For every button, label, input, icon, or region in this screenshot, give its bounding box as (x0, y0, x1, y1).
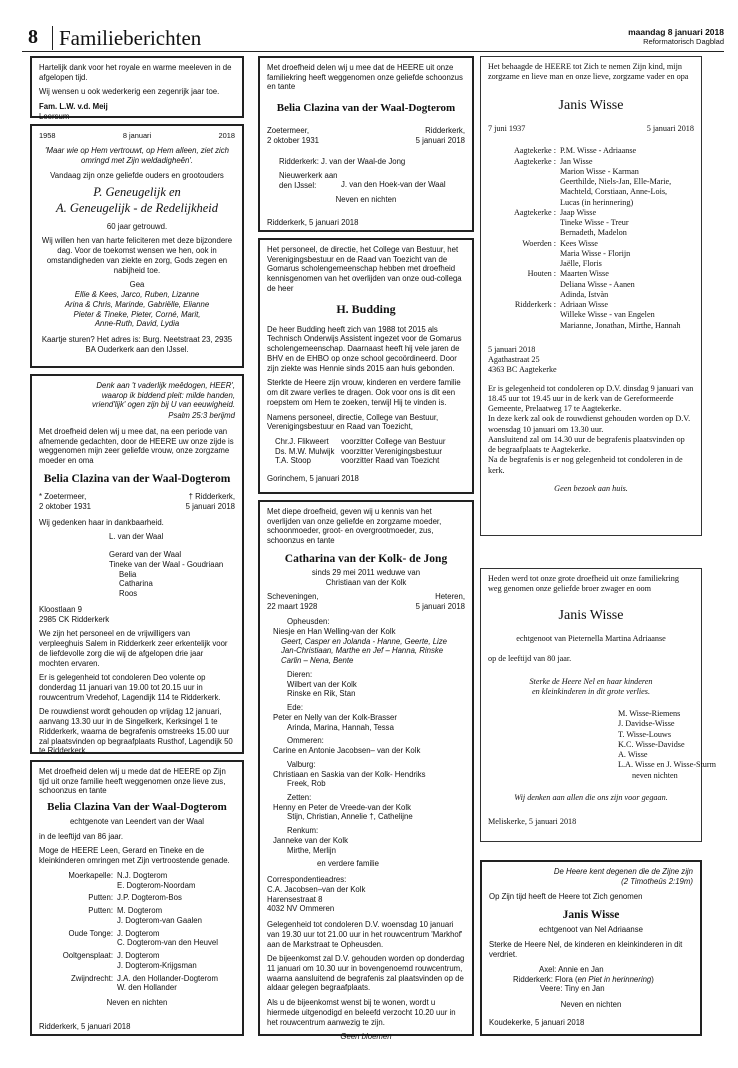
wisse1-family (488, 146, 694, 331)
family-line: Ellie & Kees, Jarco, Ruben, Lizanne (74, 290, 200, 300)
family-group: Aagtekerke : P.M. Wisse - Adriaanse (513, 146, 637, 156)
waal-birth-death (39, 492, 235, 511)
wisse2-wish-1: Sterke de Heere Nel en haar kinderen (529, 676, 653, 686)
wisse3-name: Janis Wisse (562, 909, 620, 922)
wisse2-name: Janis Wisse (558, 607, 624, 623)
family-line: Tineke van der Waal - Goudriaan (109, 559, 224, 569)
wisse2-closing: Wij denken aan allen die ons zijn voor gegaan. (514, 792, 668, 802)
family-line: Gerard van der Waal (109, 550, 182, 560)
wisse3-footer: Koudekerke, 5 januari 2018 (489, 1017, 585, 1027)
waal-p1: We zijn het personeel en de vrijwilligers van verpleeghuis Salem in Ridderkerk zeer erkentelijk voor de liefdevolle zorg die wij de afgelopen drie jaar mochten ervaren. (39, 629, 228, 668)
waal2-intro: Met droefheid delen wij u mede dat de HEERE op Zijn tijd uit onze familie heeft weggenomen onze lieve zus, schoonzus en tante (39, 767, 226, 796)
waal-family (109, 532, 235, 598)
waal-intro: Met droefheid delen wij u mee dat, na een periode van afnemende gedachten, door de HEERE uw onze zijde is weggenomen mijn zeer geliefde vrouw, onze zorgzame moeder en oma (39, 426, 234, 466)
family-group: Zetten: Henny en Peter de Vreede-van der Kolk Stijn, Christian, Annelie †, Cathelijne (273, 793, 413, 822)
wisse1-intro: Het behaagde de HEERE tot Zich te nemen Zijn kind, mijn zorgzame en lieve man en onze lieve, zorgzame vader en opa (488, 62, 689, 82)
anniversary-names-2: A. Geneugelijk - de Redelijkheid (55, 201, 219, 216)
waal2-age: in de leeftijd van 86 jaar. (39, 831, 124, 841)
family-group: Oude Tonge: J. Dogterom C. Dogterom-van den Heuvel (68, 928, 218, 948)
waal-remember: Wij gedenken haar in dankbaarheid. (39, 517, 164, 527)
family-group: Renkum: Janneke van der Kolk Mirthe, Merlijn (273, 826, 348, 855)
thanks-line: Wij wensen u ook wederkerig een zegenrijk jaar toe. (39, 87, 220, 97)
anniversary-body: Wij willen hen van harte feliciteren met deze bijzondere dag. Voor de toekomst wensen we hen, ook in omstandigheden van ziekte en zorg, Gods zegen en nabijheid toe. (41, 236, 233, 275)
waal2-footer: Ridderkerk, 5 januari 2018 (39, 1021, 131, 1031)
ad-thanks (30, 56, 244, 121)
waal2-name: Belia Clazina Van der Waal-Dogterom (47, 801, 227, 814)
wisse3-closing: Neven en nichten (560, 999, 622, 1009)
wisse1-p1: Er is gelegenheid tot condoleren op D.V. dinsdag 9 januari van 18.45 uur tot 19.45 uur in de kerk van de Gereformeerde Gemeente, Prelaatweg 17 te Aagtekerke. (488, 383, 694, 413)
family-group: Putten: J.P. Dogterom-Bos (88, 893, 182, 903)
budding-p1: De heer Budding heeft zich van 1988 tot 2015 als Technisch Onderwijs Assistent ingezet voor de Gomarus scholengemeenschap. Daarnaast heeft hij vele jaren de BHV en de EHBO op onze school gecoördineerd. Door zijn ziekte was Hennie sinds 2015 aan huis gebonden. (267, 324, 462, 373)
family-group: Aagtekerke : Jan Wisse Marion Wisse - Karman Geerthilde, Niels-Jan, Elle-Marie, Machteld, Corstiaan, Anne-Lois, Lucas (in herinnering) (513, 156, 672, 207)
waal-p2: Er is gelegenheid tot condoleren Deo volente op donderdag 11 januari van 19.00 tot 20.15 uur in rouwcentrum Vredehof, Lagendijk 114 te Ridderkerk. (39, 673, 221, 702)
wisse3-wish: Sterke de Heere Nel, de kinderen en kleinkinderen in dit verdriet. (489, 940, 683, 960)
waal-address-1: Kloostlaan 9 (39, 604, 82, 614)
waal2-family (39, 871, 235, 993)
anniversary-dates (39, 131, 235, 140)
family-group: Putten: M. Dogterom J. Dogterom-van Gaalen (88, 906, 202, 925)
issue-date: maandag 8 januari 2018 (628, 27, 724, 37)
wisse3-ref: (2 Timotheüs 2:19m) (621, 876, 693, 886)
wisse1-closing: Geen bezoek aan huis. (554, 483, 628, 493)
anniversary-day: 8 januari (122, 131, 152, 140)
waal-p3: De rouwdienst wordt gehouden op vrijdag 12 januari, aanvang 13.30 uur in de Singelkerk, Kerksingel 1 te Ridderkerk, waarna de begrafenis omstreeks 15.00 uur zal plaatsvinden op begraafplaats Rusthof, Lagendijk 50 te Ridderkerk. (39, 707, 233, 756)
family-group: Woerden : Kees Wisse Maria Wisse - Florijn Jaëlle, Floris (522, 238, 631, 268)
wisse1-dates: 7 juni 1937 5 januari 2018 (488, 124, 694, 133)
family-group: Houten : Maarten Wisse Deliana Wisse - Aanen Adinda, Istvàn (527, 269, 635, 299)
family-group: Ede: Peter en Nelly van der Kolk-Brasser Arinda, Marina, Hannah, Tessa (273, 703, 397, 732)
anniversary-names-1: P. Geneugelijk en (93, 185, 181, 200)
paper-name: Reformatorisch Dagblad (643, 37, 724, 46)
year-from: 1958 (39, 131, 56, 140)
family-line: Anne-Ruth, David, Lydia (94, 319, 180, 329)
kolk-extra: en verdere familie (317, 859, 379, 869)
budding-intro: Het personeel, de directie, het College van Bestuur, het Verenigingsbestuur en de Raad van Toezicht van de Gomarus scholengemeenschap hebben met droefheid kennisgenomen van het overlijden van onze oud-collega de heer (267, 245, 462, 293)
thanks-place: Leersum (39, 111, 70, 121)
waal2-spouse: echtgenote van Leendert van der Waal (69, 816, 205, 826)
family-group: Valburg: Christiaan en Saskia van der Kolk- Hendriks Freek, Rob (273, 759, 426, 789)
anniversary-intro: Vandaag zijn onze geliefde ouders en grootouders (50, 170, 224, 180)
kolk-family (273, 617, 465, 869)
family-line: Gea (129, 280, 145, 290)
wisse2-spouse: echtgenoot van Pieternella Martina Adriaanse (516, 634, 666, 643)
family-group: Ridderkerk : Adriaan Wisse Willeke Wisse - van Engelen Marianne, Jonathan, Mirthe, Hannah (514, 300, 681, 330)
ad-wisse-siblings (480, 568, 716, 842)
wisse2-intro: Heden werd tot onze grote droefheid uit onze familiekring weg genomen onze geliefde broer zwager en oom (488, 574, 679, 594)
family-group: Zwijndrecht: J.A. den Hollander-Dogterom W. den Hollander (70, 973, 218, 993)
anniversary-family (39, 280, 235, 329)
born-place: * Zoetermeer, (39, 492, 87, 502)
section-title: Familieberichten (52, 26, 201, 50)
waal2-closing: Neven en nichten (106, 997, 168, 1007)
ad-waal-inlaws (258, 56, 474, 232)
waal3-closing: Neven en nichten (335, 194, 397, 204)
family-group: Ooltgensplaat: J. Dogterom J. Dogterom-Krijgsman (62, 951, 197, 970)
kolk-name: Catharina van der Kolk- de Jong (284, 552, 448, 565)
family-line: Pieter & Tineke, Pieter, Corné, Marit, (73, 309, 201, 319)
family-group: Aagtekerke : Jaap Wisse Tineke Wisse - Treur Bernadeth, Madelon (513, 207, 629, 238)
ad-waal-siblings (30, 760, 244, 1036)
family-line: Catharina (119, 579, 153, 589)
kolk-p3: Als u de bijeenkomst wenst bij te wonen, wordt u hiermede uitgenodigd en beleefd verzocht 10.20 uur in het rouwcentrum aanwezig te zijn. (267, 998, 456, 1027)
thanks-signer: Fam. L.W. v.d. Meij (39, 102, 108, 112)
born-date: 2 oktober 1931 (39, 501, 92, 511)
budding-signers: Chr.J. Flikweert voorzitter College van Bestuur Ds. M.W. Mulwijk voorzitter Verenigingsbestuur T.A. Stoop voorzitter Raad van Toezicht (275, 437, 446, 466)
family-group: Opheusden: Niesje en Han Welling-van der Kolk Geert, Casper en Jolanda - Hanne, Geerte, Lize Jan-Christiaan, Marthe en Jef – Hanna, Rinske Carlin – Nena, Bente (273, 617, 447, 666)
kolk-closing: Geen bloemen (340, 1032, 392, 1042)
wisse2-wish-2: en kleinkinderen in dit grote verlies. (531, 686, 651, 696)
wisse1-name: Janis Wisse (558, 97, 624, 113)
thanks-line: Hartelijk dank voor het royale en warme meeleven in de afgelopen tijd. (39, 63, 232, 82)
wisse3-spouse: echtgenoot van Nel Adriaanse (538, 924, 644, 934)
ad-anniversary (30, 124, 244, 368)
masthead (22, 22, 724, 52)
waal3-dates: Zoetermeer, 2 oktober 1931 Ridderkerk, 5 januari 2018 (267, 125, 465, 145)
family-group: Moerkapelle: N.J. Dogterom E. Dogterom-Noordam (68, 870, 196, 890)
waal-address-2: 2985 CK Ridderkerk (39, 614, 110, 624)
wisse2-footer: Meliskerke, 5 januari 2018 (488, 817, 577, 826)
masthead-date-block (628, 27, 724, 46)
family-line: L. van der Waal (109, 532, 164, 542)
kolk-sub-1: sinds 29 mei 2011 weduwe van (311, 568, 421, 578)
kolk-correspondence: Correspondentieadres: C.A. Jacobsen–van der Kolk Harensestraat 8 4032 NV Ommeren (267, 875, 366, 914)
ad-wisse-family (480, 56, 702, 536)
anniversary-years: 60 jaar getrouwd. (106, 221, 168, 231)
waal3-intro: Met droefheid delen wij u mee dat de HEERE uit onze familiekring heeft weggenomen onze geliefde schoonzus en tante (267, 63, 463, 92)
died-place: † Ridderkerk, (188, 492, 235, 502)
wisse1-p2: In deze kerk zal ook de rouwdienst gehouden worden op D.V. woensdag 10 januari om 13.30 uur. (488, 414, 691, 434)
waal3-name: Belia Clazina van der Waal-Dogterom (276, 102, 456, 115)
died-date: 5 januari 2018 (185, 501, 235, 511)
ad-budding (258, 238, 474, 494)
family-group: Dieren: Wilbert van der Kolk Rinske en Rik, Stan (287, 669, 357, 699)
waal3-family: Ridderkerk: J. van der Waal-de Jong Nieuwerkerk aan den IJssel: J. van den Hoek-van der Waal (279, 157, 446, 190)
waal2-body: Moge de HEERE Leen, Gerard en Tineke en de kleinkinderen omringen met Zijn vertroostende genade. (39, 846, 230, 866)
family-line: Arina & Chris, Marinde, Gabriëlle, Elianne (64, 299, 210, 309)
budding-footer: Gorinchem, 5 januari 2018 (267, 474, 359, 484)
ad-waal-family (30, 374, 244, 754)
ad-kolk (258, 500, 474, 1042)
wisse3-quote: De Heere kent degenen die de Zijne zijn (553, 867, 693, 876)
wisse1-p4: Na de begrafenis is er nog gelegenheid tot condoleren in de kerk. (488, 455, 683, 475)
year-to: 2018 (218, 131, 235, 140)
budding-name: H. Budding (336, 301, 396, 316)
anniversary-quote: 'Maar wie op Hem vertrouwt, op Hem alleen, ziet zich omringd met Zijn weldadigheên'. (45, 146, 229, 165)
budding-p2: Sterkte de Heere zijn vrouw, kinderen en verdere familie om dit zware verlies te dragen. Ook voor ons is dit een roepstem om Hem te zoeken, terwijl Hij te vinden is. (267, 378, 461, 407)
waal-quote: Denk aan 't vaderlijk meêdogen, HEER', waarop ik biddend pleit: milde handen, vriend'lijk' ogen zijn bij U van eeuwigheid. (92, 381, 235, 410)
wisse3-family: Axel: Annie en Jan Ridderkerk: Flora (en Piet in herinnering) Veere: Tiny en Jan (513, 964, 654, 994)
kolk-p2: De bijeenkomst zal D.V. gehouden worden op donderdag 11 januari om 10.30 uur in bovengenoemd rouwcentrum, waarna aansluitend de begrafenis zal plaatsvinden op de aldaar gelegen begraafplaats. (267, 954, 465, 993)
kolk-sub-2: Christiaan van der Kolk (325, 578, 407, 588)
family-line: Belia (119, 569, 137, 579)
wisse2-family: M. Wisse-Riemens J. Davidse-Wisse T. Wisse-Louws K.C. Wisse-Davidse A. Wisse L.A. Wisse en J. Wisse-Sturm neven nichten (618, 709, 716, 780)
budding-p3: Namens personeel, directie, College van Bestuur, Verenigingsbestuur en Raad van Toezicht, (267, 412, 439, 432)
waal-name: Belia Clazina van der Waal-Dogterom (43, 472, 231, 485)
kolk-dates: Scheveningen, 22 maart 1928 Heteren, 5 januari 2018 (267, 591, 465, 611)
family-group: Ommeren: Carine en Antonie Jacobsen– van der Kolk (273, 736, 421, 756)
wisse1-address: 5 januari 2018 Agathastraat 25 4363 BC Aagtekerke (488, 344, 557, 375)
waal-psalm: Psalm 25:3 berijmd (168, 411, 235, 421)
page-number: 8 (28, 26, 38, 48)
wisse1-p3: Aansluitend zal om 14.30 uur de begrafenis plaatsvinden op de begraafplaats te Aagtekerke. (488, 434, 685, 454)
kolk-p1: Gelegenheid tot condoleren D.V. woensdag 10 januari van 19.30 uur tot 21.00 uur in het rouwcentrum 'Markhof' aan de Markstraat te Opheusden. (267, 920, 463, 949)
family-line: Roos (119, 589, 138, 599)
waal3-footer: Ridderkerk, 5 januari 2018 (267, 218, 359, 228)
wisse3-intro: Op Zijn tijd heeft de Heere tot Zich genomen (489, 892, 643, 902)
anniversary-address: Kaartje sturen? Het adres is: Burg. Neetstraat 23, 2935 BA Ouderkerk aan den IJssel. (41, 335, 233, 354)
kolk-intro: Met diepe droefheid, geven wij u kennis van het overlijden van onze geliefde en zorgzame moeder, schoonmoeder, groot- en overgrootmoeder, zus, schoonzus en tante (267, 507, 442, 546)
ad-wisse-inlaws (480, 860, 702, 1036)
wisse2-age: op de leeftijd van 80 jaar. (488, 654, 572, 664)
